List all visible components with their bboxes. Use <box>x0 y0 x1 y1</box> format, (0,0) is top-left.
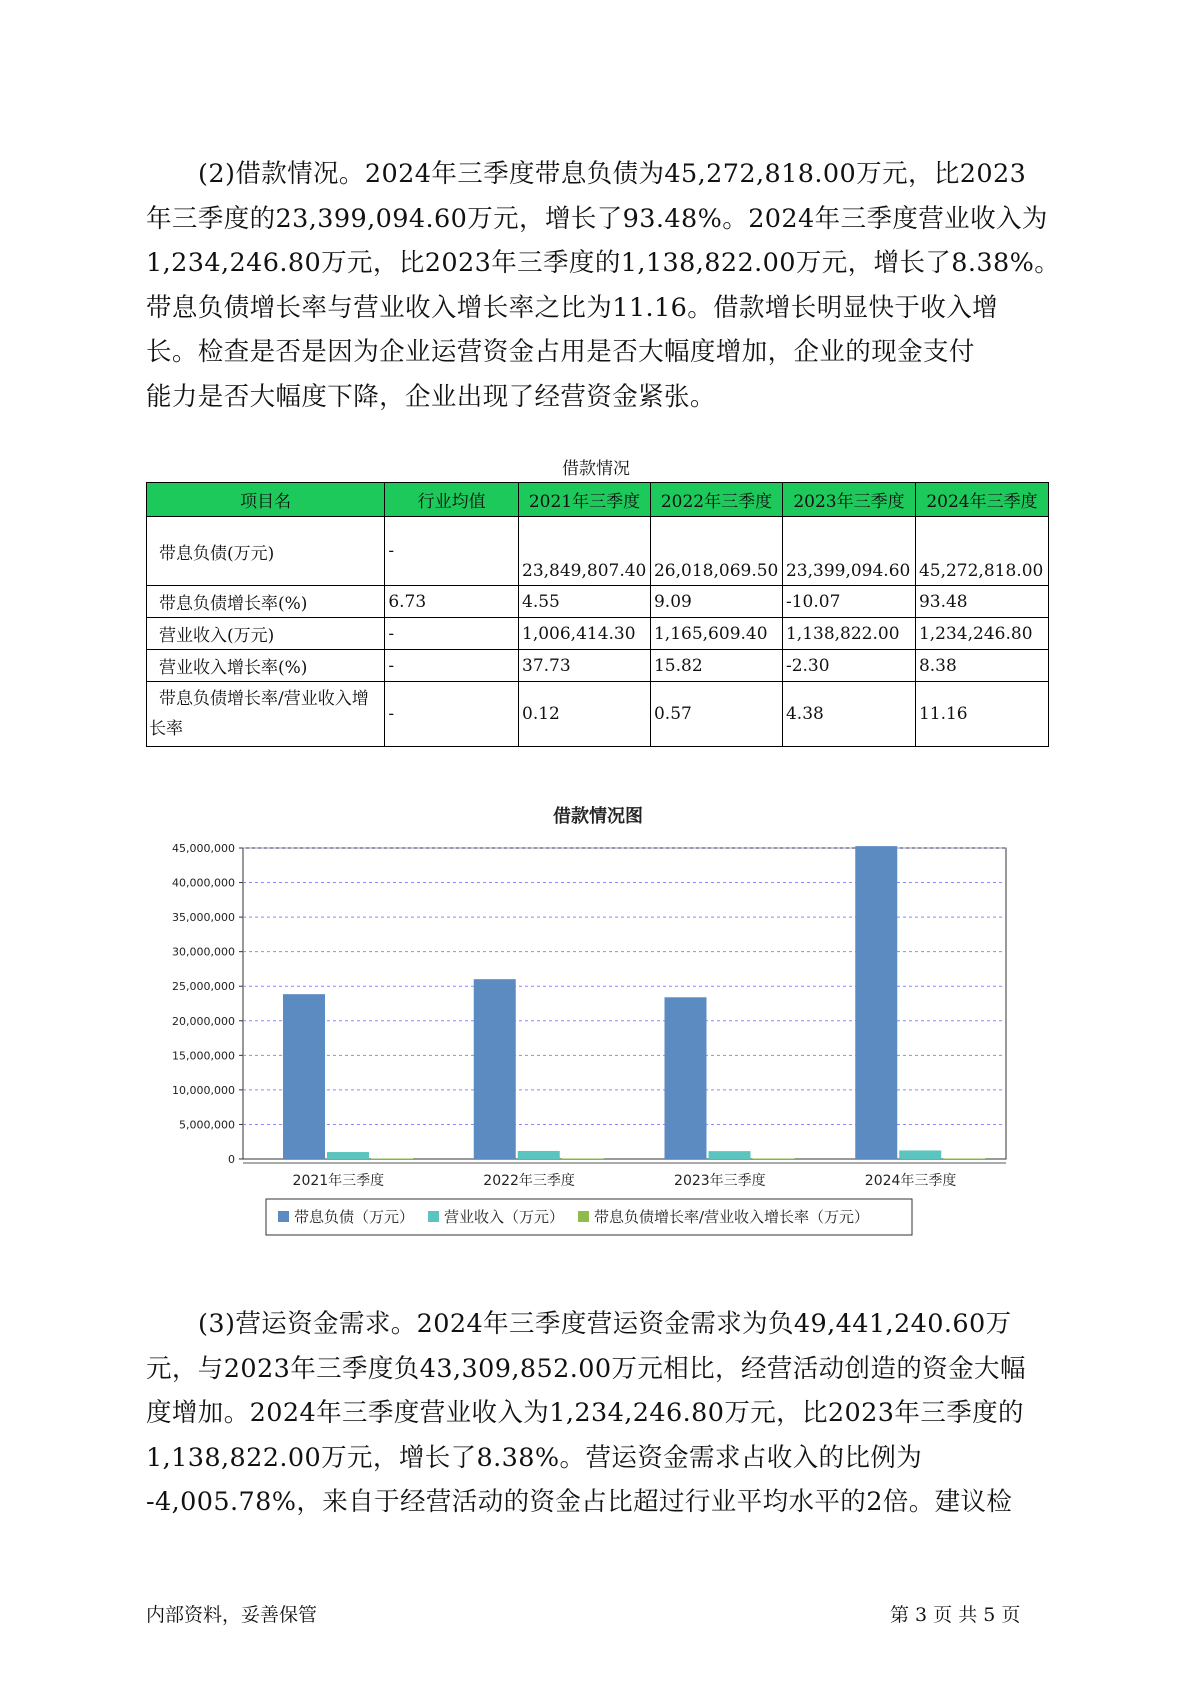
table-row <box>147 650 1049 682</box>
table-cell: - <box>385 517 519 586</box>
table-cell: - <box>385 682 519 747</box>
x-tick-label: 2022年三季度 <box>483 1173 575 1189</box>
y-tick-label: 15,000,000 <box>172 1049 235 1063</box>
legend-swatch <box>578 1211 589 1222</box>
y-tick-label: 40,000,000 <box>172 876 235 890</box>
paragraph-line: 度增加。2024年三季度营业收入为1,234,246.80万元，比2023年三季度的 <box>146 1398 1024 1428</box>
x-tick-label: 2024年三季度 <box>864 1173 957 1189</box>
table-cell: 9.09 <box>650 586 782 618</box>
table-header: 2021年三季度 <box>519 483 651 517</box>
table-cell: - <box>385 650 519 682</box>
x-tick-label: 2023年三季度 <box>674 1173 766 1189</box>
legend-label: 营业收入（万元） <box>444 1208 565 1226</box>
bar <box>371 1159 413 1160</box>
table-cell: 23,399,094.60 <box>782 517 915 586</box>
bar <box>709 1151 751 1159</box>
page-number: 第 3 页 共 5 页 <box>890 1604 1021 1626</box>
table-cell: 26,018,069.50 <box>650 517 782 586</box>
chart-title: 借款情况图 <box>553 806 643 827</box>
bar <box>283 994 325 1159</box>
loan-table <box>146 482 1049 747</box>
table-header: 2022年三季度 <box>650 483 782 517</box>
table-cell: 营业收入增长率(%) <box>147 650 385 682</box>
legend-label: 带息负债（万元） <box>294 1208 415 1226</box>
bar <box>855 846 897 1159</box>
table-header-row <box>147 483 1049 517</box>
table-cell: 1,234,246.80 <box>915 618 1048 650</box>
table-cell: 0.57 <box>650 682 782 747</box>
table-cell: 4.55 <box>519 586 651 618</box>
y-tick-label: 10,000,000 <box>172 1083 235 1097</box>
table-cell: 4.38 <box>782 682 915 747</box>
table-row <box>147 586 1049 618</box>
y-tick-label: 5,000,000 <box>179 1118 235 1132</box>
table-cell: 营业收入(万元) <box>147 618 385 650</box>
table-cell: 8.38 <box>915 650 1048 682</box>
bar <box>562 1159 604 1160</box>
bar <box>474 979 516 1159</box>
paragraph-loan-situation <box>146 152 1061 419</box>
table-row <box>147 517 1049 586</box>
paragraph-working-capital <box>146 1302 1046 1525</box>
table-row <box>147 682 1049 747</box>
table-cell: 带息负债增长率/营业收入增长率 <box>147 682 385 747</box>
legend-swatch <box>278 1211 289 1222</box>
table-cell: 11.16 <box>915 682 1048 747</box>
x-tick-label: 2021年三季度 <box>292 1173 385 1189</box>
table-cell: 93.48 <box>915 586 1048 618</box>
table-caption: 借款情况 <box>562 459 630 479</box>
table-cell: -10.07 <box>782 586 915 618</box>
table-cell: 6.73 <box>385 586 519 618</box>
footer-note: 内部资料，妥善保管 <box>146 1604 318 1626</box>
table-cell: 15.82 <box>650 650 782 682</box>
bar <box>665 997 707 1159</box>
table-header: 行业均值 <box>385 483 519 517</box>
paragraph-line: 能力是否大幅度下降，企业出现了经营资金紧张。 <box>146 381 716 412</box>
table-cell: 带息负债增长率(%) <box>147 586 385 618</box>
y-tick-label: 45,000,000 <box>172 842 235 855</box>
legend-swatch <box>428 1211 439 1222</box>
paragraph-line: 元，与2023年三季度负43,309,852.00万元相比，经营活动创造的资金大幅 <box>146 1353 1026 1384</box>
y-tick-label: 30,000,000 <box>172 945 235 959</box>
table-cell: 0.12 <box>519 682 651 747</box>
y-tick-label: 0 <box>228 1153 235 1166</box>
y-tick-label: 20,000,000 <box>172 1014 235 1028</box>
y-tick-label: 35,000,000 <box>172 911 235 925</box>
table-cell: 带息负债(万元) <box>147 517 385 586</box>
paragraph-line: 带息负债增长率与营业收入增长率之比为11.16。借款增长明显快于收入增 <box>146 292 999 323</box>
table-cell: -2.30 <box>782 650 915 682</box>
table-header: 2023年三季度 <box>782 483 915 517</box>
paragraph-line: 长。检查是否是因为企业运营资金占用是否大幅度增加，企业的现金支付 <box>146 337 975 367</box>
table-cell: 1,138,822.00 <box>782 618 915 650</box>
paragraph-line: (2)借款情况。2024年三季度带息负债为45,272,818.00万元，比2023 <box>198 159 1027 189</box>
paragraph-line: (3)营运资金需求。2024年三季度营运资金需求为负49,441,240.60万 <box>198 1309 1012 1339</box>
paragraph-line: -4,005.78%，来自于经营活动的资金占比超过行业平均水平的2倍。建议检 <box>146 1487 1013 1517</box>
table-header: 项目名 <box>147 483 385 517</box>
bar <box>943 1159 985 1160</box>
table-cell: 1,006,414.30 <box>519 618 651 650</box>
table-cell: - <box>385 618 519 650</box>
bar <box>899 1150 941 1159</box>
y-tick-label: 25,000,000 <box>172 980 235 994</box>
loan-bar-chart <box>146 795 1046 1250</box>
table-cell: 37.73 <box>519 650 651 682</box>
table-cell: 45,272,818.00 <box>915 517 1048 586</box>
paragraph-line: 1,138,822.00万元，增长了8.38%。营运资金需求占收入的比例为 <box>146 1442 923 1473</box>
table-header: 2024年三季度 <box>915 483 1048 517</box>
loan-chart <box>146 795 1046 1250</box>
table-row <box>147 618 1049 650</box>
paragraph-line: 1,234,246.80万元，比2023年三季度的1,138,822.00万元，增长了8.38%。 <box>146 248 1061 278</box>
table-cell: 23,849,807.40 <box>519 517 651 586</box>
paragraph-line: 年三季度的23,399,094.60万元，增长了93.48%。2024年三季度营业收入为 <box>146 203 1048 234</box>
table-cell: 1,165,609.40 <box>650 618 782 650</box>
bar <box>327 1152 369 1159</box>
bar <box>518 1151 560 1159</box>
legend-label: 带息负债增长率/营业收入增长率（万元） <box>594 1208 870 1226</box>
bar <box>753 1159 795 1160</box>
